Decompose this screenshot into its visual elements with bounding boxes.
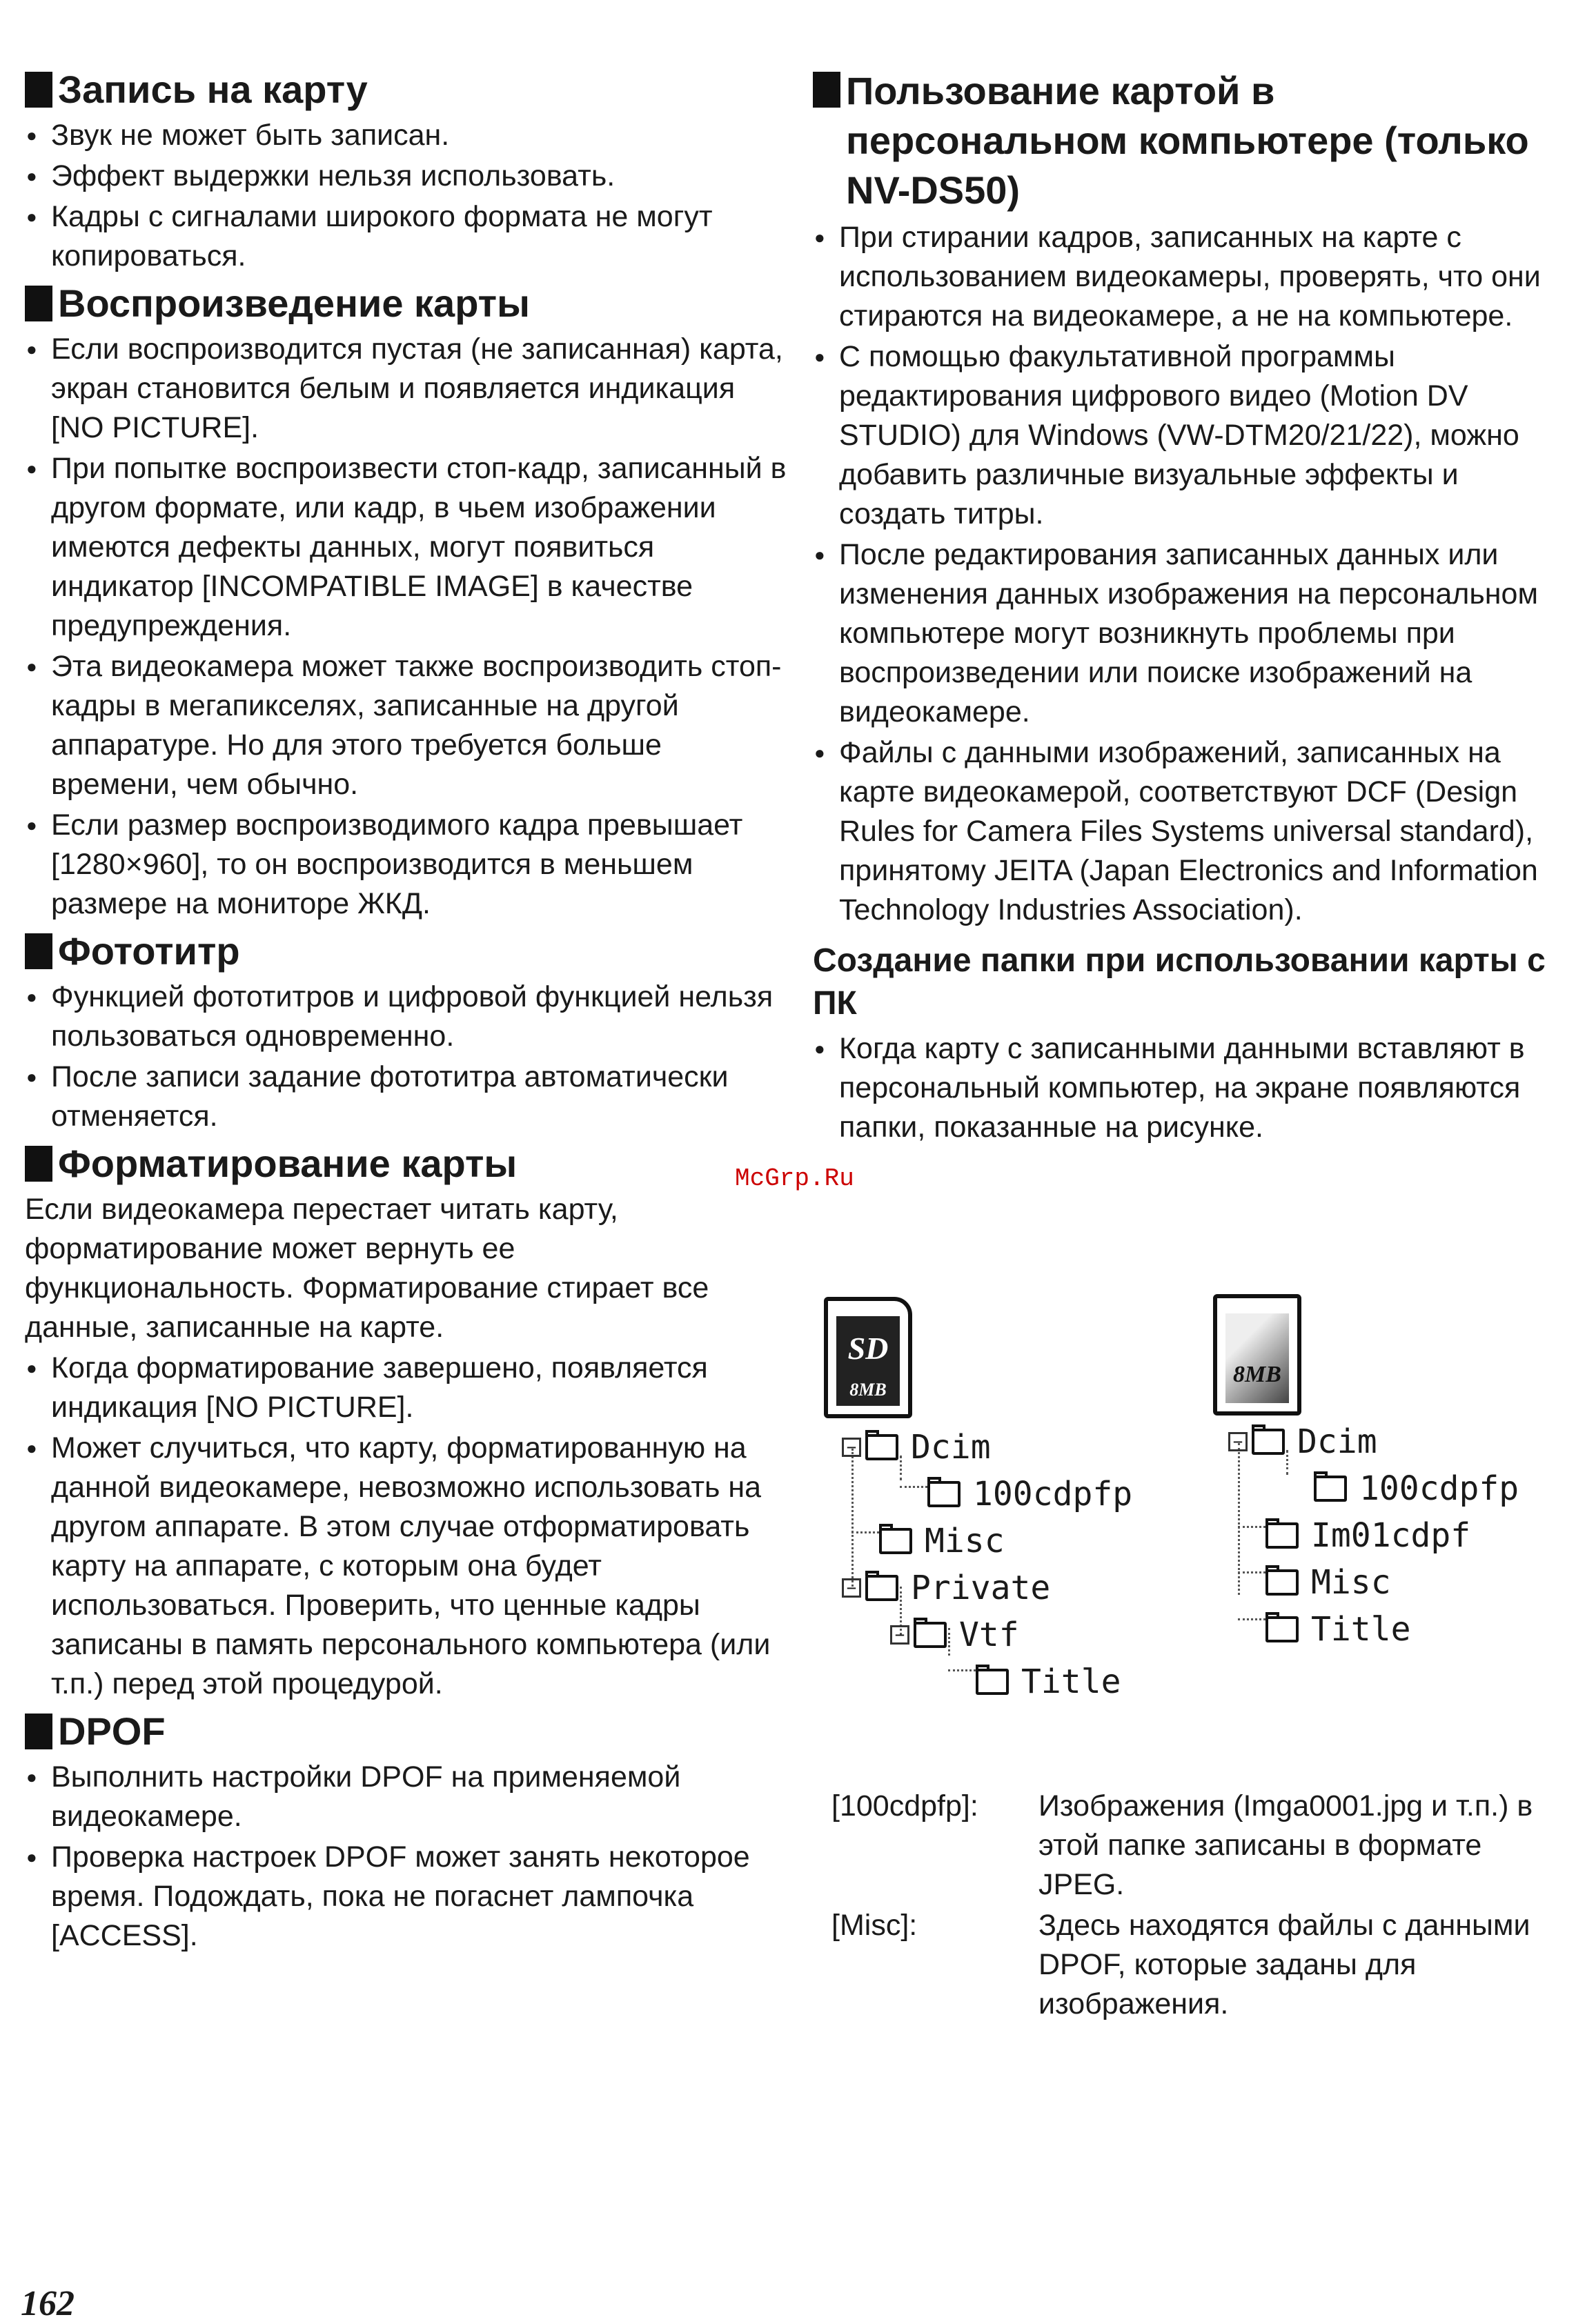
folder-icon: [1265, 1616, 1299, 1642]
bullet-item: ● При стирании кадров, записанных на карте с использованием видеокамеры, проверять, что они стираются на видеокамере, а не на компьютере.: [813, 218, 1558, 336]
folder-icon: [927, 1481, 961, 1507]
section-heading: DPOF: [25, 1708, 787, 1755]
bullet-item: ● Если воспроизводится пустая (не записанная) карта, экран становится белым и появляется индикация [NO PICTURE].: [25, 330, 787, 448]
bullet-item: ● Кадры с сигналами широкого формата не могут копироваться.: [25, 197, 787, 276]
bullet-item: ● Функцией фототитров и цифровой функцией нельзя пользоваться одновременно.: [25, 977, 787, 1056]
folder-private[interactable]: − Private: [842, 1569, 1050, 1607]
collapse-icon[interactable]: −: [842, 1438, 861, 1457]
folder-icon: [865, 1434, 898, 1460]
mmc-card-icon: [1213, 1294, 1301, 1416]
section-heading: Форматирование карты: [25, 1140, 787, 1187]
bullet-item: ● Эффект выдержки нельзя использовать.: [25, 157, 787, 196]
bullet-item: ● Звук не может быть записан.: [25, 116, 787, 155]
folder-icon: [1265, 1522, 1299, 1549]
folder-icon: [976, 1669, 1009, 1695]
folder-dcim[interactable]: − Dcim: [842, 1428, 991, 1467]
folder-icon: [1314, 1476, 1347, 1502]
folder-vtf[interactable]: − Vtf: [890, 1616, 1019, 1654]
bullet-item: ● После записи задание фототитра автоматически отменяется.: [25, 1057, 787, 1136]
folder-100cdpfp[interactable]: 100cdpfp: [927, 1475, 1132, 1513]
folder-100cdpfp[interactable]: 100cdpfp: [1314, 1469, 1519, 1508]
bullet-item: ● Выполнить настройки DPOF на применяемой видеокамере.: [25, 1758, 787, 1836]
sd-card-icon: [824, 1297, 912, 1418]
folder-dcim[interactable]: − Dcim: [1228, 1422, 1377, 1461]
legend-key: [Misc]:: [831, 1909, 918, 1942]
section-photo-title: [25, 928, 787, 1136]
folder-icon: [914, 1622, 947, 1648]
heading-marker: [25, 72, 52, 108]
folder-im01cdpf[interactable]: Im01cdpf: [1265, 1516, 1470, 1555]
folder-icon: [1252, 1429, 1285, 1455]
heading-marker: [25, 1146, 52, 1182]
legend-key: [100cdpfp]:: [831, 1789, 978, 1823]
folder-icon: [865, 1575, 898, 1601]
bullet-item: ● Эта видеокамера может также воспроизводить стоп-кадры в мегапикселях, записанные на другой аппаратуре. Но для этого требуется больше времени, чем обычно.: [25, 647, 787, 804]
legend-value: Изображения (Imga0001.jpg и т.п.) в этой папке записаны в формате JPEG.: [1038, 1789, 1533, 1901]
section-heading: Запись на карту: [25, 66, 787, 113]
page-number: 162: [21, 2284, 75, 2323]
legend-value: Здесь находятся файлы с данными DPOF, которые заданы для изображения.: [1038, 1909, 1530, 2020]
heading-marker: [25, 286, 52, 321]
section-folder-creation: [813, 940, 1558, 1147]
bullet-item: ● Если размер воспроизводимого кадра превышает [1280×960], то он воспроизводится в меньшем размере на мониторе ЖКД.: [25, 806, 787, 924]
left-column: [25, 66, 787, 1960]
section-card-format: [25, 1140, 787, 1704]
folder-misc[interactable]: Misc: [1265, 1563, 1391, 1602]
section-dpof: [25, 1708, 787, 1956]
section-heading: Пользование картой в персональном компьютере (только NV-DS50): [813, 66, 1558, 215]
paragraph: Если видеокамера перестает читать карту, форматирование может вернуть ее функциональность. Форматирование стирает все данные, записанные на карте.: [25, 1193, 709, 1344]
card-capacity: 8MB: [1233, 1362, 1281, 1387]
sd-logo: SD: [847, 1331, 889, 1366]
card-capacity: 8MB: [849, 1380, 887, 1400]
bullet-item: ● После редактирования записанных данных или изменения данных изображения на персональном компьютере могут возникнуть проблемы при воспроизведении или поиске изображений на видеокамере.: [813, 535, 1558, 732]
bullet-item: ● С помощью факультативной программы редактирования цифрового видео (Motion DV STUDIO) для Windows (VW-DTM20/21/22), можно добавить различные визуальные эффекты и создать титры.: [813, 337, 1558, 534]
right-column: [813, 66, 1558, 1151]
heading-marker: [813, 72, 840, 108]
heading-marker: [25, 1714, 52, 1749]
bullet-item: ● Проверка настроек DPOF может занять некоторое время. Подождать, пока не погаснет лампочка [ACCESS].: [25, 1838, 787, 1956]
legend-row: [831, 1906, 1563, 2024]
folder-legend: [831, 1787, 1563, 2025]
legend-row: [831, 1787, 1563, 1905]
bullet-item: ● Файлы с данными изображений, записанных на карте видеокамерой, соответствуют DCF (Design Rules for Camera Files Systems universal standard), принятому JEITA (Japan Electronics and Information Technology Industries Association).: [813, 733, 1558, 930]
section-heading: Воспроизведение карты: [25, 280, 787, 327]
folder-icon: [1265, 1569, 1299, 1596]
section-card-playback: [25, 280, 787, 924]
folder-title[interactable]: Title: [1265, 1610, 1411, 1649]
collapse-icon[interactable]: −: [1228, 1432, 1248, 1451]
section-pc-usage: [813, 66, 1558, 930]
collapse-icon[interactable]: −: [890, 1625, 909, 1645]
subsection-heading: Создание папки при использовании карты с ПК: [813, 942, 1546, 1022]
folder-icon: [879, 1528, 912, 1554]
collapse-icon[interactable]: −: [842, 1578, 861, 1598]
bullet-item: ● При попытке воспроизвести стоп-кадр, записанный в другом формате, или кадр, в чьем изображении имеются дефекты данных, могут появиться индикатор [INCOMPATIBLE IMAGE] в качестве предупреждения.: [25, 449, 787, 646]
section-heading: Фототитр: [25, 928, 787, 975]
bullet-item: ● Когда карту с записанными данными вставляют в персональный компьютер, на экране появляются папки, показанные на рисунке.: [813, 1029, 1558, 1147]
folder-misc[interactable]: Misc: [879, 1522, 1005, 1560]
bullet-item: ● Когда форматирование завершено, появляется индикация [NO PICTURE].: [25, 1349, 787, 1427]
heading-marker: [25, 933, 52, 969]
bullet-item: ● Может случиться, что карту, форматированную на данной видеокамере, невозможно использовать на другом аппарате. В этом случае отформатировать карту на аппарате, с которым она будет использоваться. Проверить, что ценные кадры записаны в память персонального компьютера (или т.п.) перед этой процедурой.: [25, 1429, 787, 1704]
watermark: McGrp.Ru: [735, 1164, 854, 1193]
folder-title[interactable]: Title: [976, 1662, 1121, 1701]
folder-diagram: [821, 1297, 1553, 1738]
section-card-recording: [25, 66, 787, 276]
